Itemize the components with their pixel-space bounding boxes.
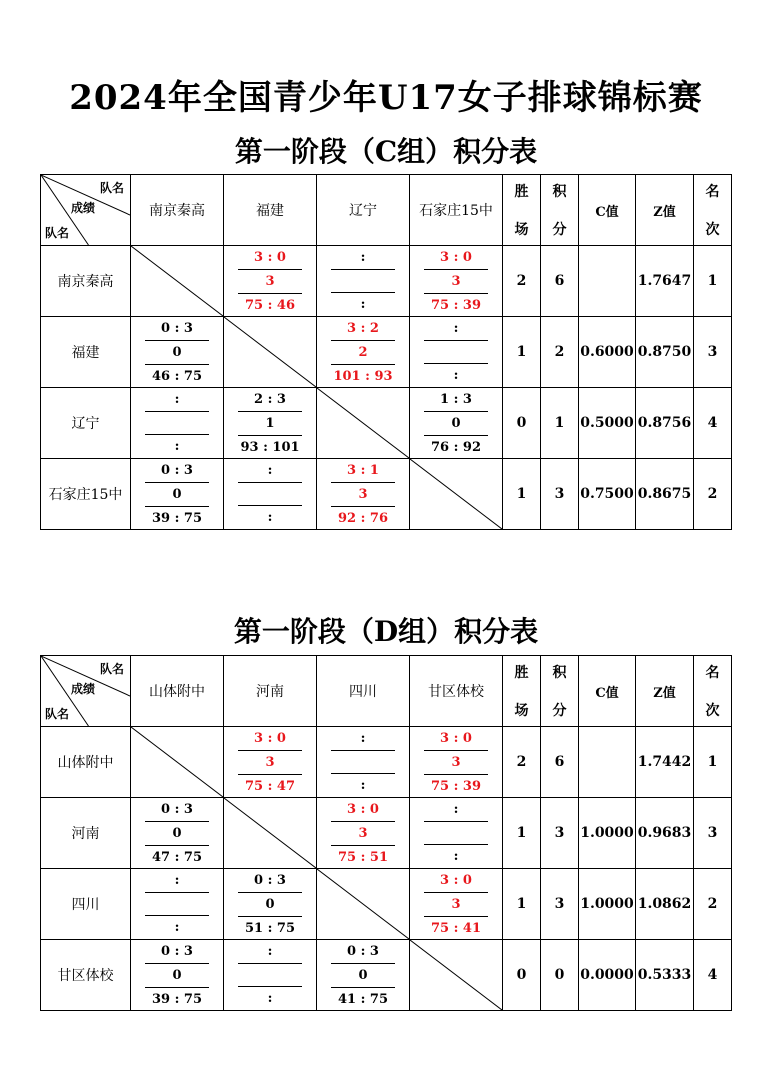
points-value: 6 xyxy=(541,246,579,317)
match-points xyxy=(145,893,209,916)
point-score: 75 : 51 xyxy=(337,850,389,865)
c-value-header: C值 xyxy=(579,175,636,246)
points-header xyxy=(541,175,579,246)
wins-header-bottom: 场 xyxy=(514,703,529,719)
wins-value: 1 xyxy=(503,459,541,530)
rank-value: 4 xyxy=(694,388,732,459)
c-value: 0.5000 xyxy=(579,388,636,459)
match-result xyxy=(131,940,223,1010)
match-result-cell xyxy=(224,869,317,940)
match-result-cell xyxy=(131,798,224,869)
point-score: : xyxy=(174,920,180,935)
match-result xyxy=(410,246,502,316)
match-result-cell xyxy=(317,459,410,530)
match-result xyxy=(131,798,223,868)
table-row xyxy=(41,869,732,940)
z-value: 1.0862 xyxy=(636,869,694,940)
match-result-cell xyxy=(131,459,224,530)
wins-value: 2 xyxy=(503,727,541,798)
row-team-name: 甘区体校 xyxy=(41,940,131,1011)
wins-header xyxy=(503,656,541,727)
z-value-header: Z值 xyxy=(636,175,694,246)
point-score: 75 : 46 xyxy=(244,298,296,313)
self-match-cell xyxy=(410,940,503,1011)
match-result-cell xyxy=(224,246,317,317)
match-result-cell xyxy=(224,388,317,459)
set-score: : xyxy=(145,869,209,893)
match-points: 0 xyxy=(331,964,395,988)
match-points: 0 xyxy=(424,412,488,436)
column-team-header: 福建 xyxy=(224,175,317,246)
wins-header xyxy=(503,175,541,246)
match-result-cell xyxy=(317,317,410,388)
match-result-cell xyxy=(131,869,224,940)
z-value: 0.5333 xyxy=(636,940,694,1011)
self-match-cell xyxy=(317,388,410,459)
points-value: 3 xyxy=(541,869,579,940)
row-team-name: 山体附中 xyxy=(41,727,131,798)
set-score: 0 : 3 xyxy=(145,798,209,822)
match-result xyxy=(131,869,223,939)
corner-row-team-label: 队名 xyxy=(45,707,70,721)
column-team-header: 四川 xyxy=(317,656,410,727)
match-points: 3 xyxy=(238,751,302,775)
row-team-name: 福建 xyxy=(41,317,131,388)
set-score: 2 : 3 xyxy=(238,388,302,412)
corner-result-label: 成绩 xyxy=(71,682,96,696)
match-result xyxy=(131,388,223,458)
rank-header xyxy=(694,175,732,246)
rank-value: 1 xyxy=(694,727,732,798)
match-result xyxy=(317,727,409,797)
set-score: : xyxy=(331,246,395,270)
match-points: 0 xyxy=(145,964,209,988)
column-team-header: 南京秦高 xyxy=(131,175,224,246)
z-value: 0.9683 xyxy=(636,798,694,869)
set-score: 0 : 3 xyxy=(238,869,302,893)
header-row xyxy=(41,175,732,246)
point-score: 75 : 39 xyxy=(430,779,482,794)
wins-header-top: 胜 xyxy=(514,665,529,681)
row-team-name: 四川 xyxy=(41,869,131,940)
point-score: 51 : 75 xyxy=(244,921,296,936)
page-title: 2024年全国青少年U17女子排球锦标赛 xyxy=(69,78,703,118)
match-result-cell xyxy=(410,727,503,798)
points-value: 0 xyxy=(541,940,579,1011)
match-result xyxy=(410,727,502,797)
point-score: 39 : 75 xyxy=(151,992,203,1007)
match-result-cell xyxy=(410,388,503,459)
match-result xyxy=(317,317,409,387)
rank-value: 3 xyxy=(694,798,732,869)
match-result xyxy=(224,459,316,529)
match-points: 0 xyxy=(145,822,209,846)
z-value: 0.8750 xyxy=(636,317,694,388)
rank-header-bottom: 次 xyxy=(705,703,720,719)
match-points xyxy=(331,270,395,293)
set-score: 1 : 3 xyxy=(424,388,488,412)
self-match-cell xyxy=(131,727,224,798)
column-team-header: 辽宁 xyxy=(317,175,410,246)
set-score: : xyxy=(331,727,395,751)
set-score: 0 : 3 xyxy=(145,459,209,483)
rank-value: 4 xyxy=(694,940,732,1011)
table-row xyxy=(41,940,732,1011)
group-c-title: 第一阶段（C组）积分表 xyxy=(234,135,538,168)
table-row xyxy=(41,459,732,530)
point-score: : xyxy=(360,297,366,312)
column-team-header: 甘区体校 xyxy=(410,656,503,727)
match-result xyxy=(410,869,502,939)
match-result xyxy=(131,317,223,387)
rank-header-top: 名 xyxy=(705,184,720,200)
point-score: 75 : 47 xyxy=(244,779,296,794)
c-value-header: C值 xyxy=(579,656,636,727)
self-match-cell xyxy=(224,317,317,388)
z-value: 0.8675 xyxy=(636,459,694,530)
match-result-cell xyxy=(317,727,410,798)
wins-value: 0 xyxy=(503,388,541,459)
z-value: 1.7647 xyxy=(636,246,694,317)
points-value: 2 xyxy=(541,317,579,388)
self-match-cell xyxy=(410,459,503,530)
match-points: 3 xyxy=(424,751,488,775)
point-score: : xyxy=(453,368,459,383)
z-value: 1.7442 xyxy=(636,727,694,798)
column-team-header: 石家庄15中 xyxy=(410,175,503,246)
z-value: 0.8756 xyxy=(636,388,694,459)
points-value: 3 xyxy=(541,798,579,869)
self-match-cell xyxy=(317,869,410,940)
table-row xyxy=(41,388,732,459)
point-score: : xyxy=(453,849,459,864)
match-result xyxy=(224,940,316,1010)
wins-header-top: 胜 xyxy=(514,184,529,200)
match-result-cell xyxy=(410,246,503,317)
set-score: : xyxy=(238,459,302,483)
rank-value: 2 xyxy=(694,869,732,940)
points-header xyxy=(541,656,579,727)
match-result xyxy=(224,246,316,316)
rank-header-top: 名 xyxy=(705,665,720,681)
set-score: : xyxy=(145,388,209,412)
point-score: : xyxy=(267,510,273,525)
point-score: 92 : 76 xyxy=(337,511,389,526)
wins-value: 1 xyxy=(503,317,541,388)
row-team-name: 辽宁 xyxy=(41,388,131,459)
set-score: 0 : 3 xyxy=(145,317,209,341)
set-score: : xyxy=(238,940,302,964)
points-value: 3 xyxy=(541,459,579,530)
z-value-header: Z值 xyxy=(636,656,694,727)
point-score: 101 : 93 xyxy=(333,369,393,384)
point-score: 75 : 39 xyxy=(430,298,482,313)
match-result-cell xyxy=(317,246,410,317)
match-result xyxy=(224,869,316,939)
set-score: 3 : 0 xyxy=(331,798,395,822)
match-points xyxy=(424,822,488,845)
set-score: : xyxy=(424,317,488,341)
point-score: 76 : 92 xyxy=(430,440,482,455)
header-row xyxy=(41,656,732,727)
match-result xyxy=(410,388,502,458)
table-row xyxy=(41,317,732,388)
match-result xyxy=(317,459,409,529)
wins-header-bottom: 场 xyxy=(514,222,529,238)
match-points: 1 xyxy=(238,412,302,436)
point-score: : xyxy=(267,991,273,1006)
match-result-cell xyxy=(131,317,224,388)
rank-header-bottom: 次 xyxy=(705,222,720,238)
match-result xyxy=(410,798,502,868)
rank-value: 3 xyxy=(694,317,732,388)
points-header-top: 积 xyxy=(552,665,567,681)
c-value: 1.0000 xyxy=(579,869,636,940)
table-row xyxy=(41,727,732,798)
match-result xyxy=(317,940,409,1010)
points-header-top: 积 xyxy=(552,184,567,200)
match-result-cell xyxy=(317,798,410,869)
match-points: 3 xyxy=(238,270,302,294)
set-score: 3 : 0 xyxy=(424,869,488,893)
c-value xyxy=(579,246,636,317)
c-value: 0.7500 xyxy=(579,459,636,530)
wins-value: 0 xyxy=(503,940,541,1011)
match-result xyxy=(131,459,223,529)
match-result-cell xyxy=(410,317,503,388)
point-score: 47 : 75 xyxy=(151,850,203,865)
points-header-bottom: 分 xyxy=(552,222,567,238)
self-match-cell xyxy=(224,798,317,869)
match-result-cell xyxy=(410,798,503,869)
match-points: 3 xyxy=(424,893,488,917)
c-value: 1.0000 xyxy=(579,798,636,869)
match-points xyxy=(145,412,209,435)
point-score: 41 : 75 xyxy=(337,992,389,1007)
set-score: 3 : 2 xyxy=(331,317,395,341)
match-result-cell xyxy=(131,388,224,459)
set-score: 3 : 1 xyxy=(331,459,395,483)
set-score: 3 : 0 xyxy=(424,727,488,751)
group-c-table xyxy=(40,174,732,530)
table-row xyxy=(41,246,732,317)
corner-result-label: 成绩 xyxy=(71,201,96,215)
rank-value: 1 xyxy=(694,246,732,317)
match-points: 2 xyxy=(331,341,395,365)
match-result xyxy=(224,388,316,458)
match-result xyxy=(317,246,409,316)
column-team-header: 河南 xyxy=(224,656,317,727)
point-score: 93 : 101 xyxy=(240,440,300,455)
match-result-cell xyxy=(224,459,317,530)
match-result xyxy=(410,317,502,387)
set-score: : xyxy=(424,798,488,822)
set-score: 0 : 3 xyxy=(331,940,395,964)
match-points xyxy=(424,341,488,364)
wins-value: 1 xyxy=(503,798,541,869)
match-points xyxy=(238,483,302,506)
point-score: 39 : 75 xyxy=(151,511,203,526)
match-result-cell xyxy=(224,727,317,798)
set-score: 3 : 0 xyxy=(424,246,488,270)
match-result-cell xyxy=(317,940,410,1011)
points-value: 6 xyxy=(541,727,579,798)
point-score: : xyxy=(360,778,366,793)
match-result xyxy=(224,727,316,797)
row-team-name: 石家庄15中 xyxy=(41,459,131,530)
c-value: 0.6000 xyxy=(579,317,636,388)
row-team-name: 河南 xyxy=(41,798,131,869)
match-result-cell xyxy=(410,869,503,940)
match-points: 0 xyxy=(145,341,209,365)
match-points xyxy=(331,751,395,774)
set-score: 3 : 0 xyxy=(238,727,302,751)
rank-header xyxy=(694,656,732,727)
match-points: 0 xyxy=(145,483,209,507)
rank-value: 2 xyxy=(694,459,732,530)
match-result xyxy=(317,798,409,868)
point-score: 75 : 41 xyxy=(430,921,482,936)
corner-cell xyxy=(41,175,131,246)
match-points: 3 xyxy=(331,822,395,846)
group-d-table xyxy=(40,655,732,1011)
point-score: 46 : 75 xyxy=(151,369,203,384)
match-points: 3 xyxy=(424,270,488,294)
points-value: 1 xyxy=(541,388,579,459)
point-score: : xyxy=(174,439,180,454)
c-value: 0.0000 xyxy=(579,940,636,1011)
match-result-cell xyxy=(224,940,317,1011)
set-score: 0 : 3 xyxy=(145,940,209,964)
group-d-title: 第一阶段（D组）积分表 xyxy=(233,615,539,648)
match-points xyxy=(238,964,302,987)
corner-row-team-label: 队名 xyxy=(45,226,70,240)
corner-cell xyxy=(41,656,131,727)
match-points: 3 xyxy=(331,483,395,507)
corner-team-label: 队名 xyxy=(99,662,124,676)
set-score: 3 : 0 xyxy=(238,246,302,270)
corner-team-label: 队名 xyxy=(99,181,124,195)
self-match-cell xyxy=(131,246,224,317)
match-result-cell xyxy=(131,940,224,1011)
column-team-header: 山体附中 xyxy=(131,656,224,727)
wins-value: 2 xyxy=(503,246,541,317)
wins-value: 1 xyxy=(503,869,541,940)
table-row xyxy=(41,798,732,869)
match-points: 0 xyxy=(238,893,302,917)
c-value xyxy=(579,727,636,798)
points-header-bottom: 分 xyxy=(552,703,567,719)
row-team-name: 南京秦高 xyxy=(41,246,131,317)
